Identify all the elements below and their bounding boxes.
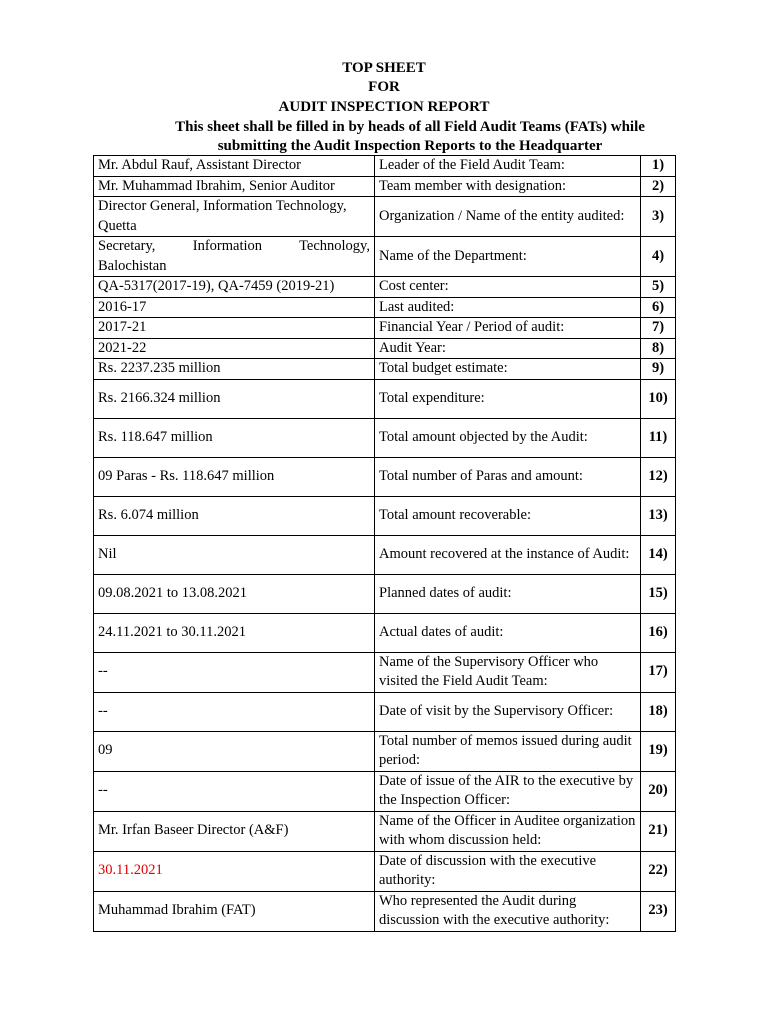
table-row [94, 771, 676, 811]
table-row [94, 535, 676, 574]
row-label: Team member with designation: [375, 176, 641, 197]
row-number: 4) [641, 237, 676, 277]
row-number: 2) [641, 176, 676, 197]
row-number: 11) [641, 418, 676, 457]
doc-subtitle: AUDIT INSPECTION REPORT [278, 99, 490, 115]
table-row [94, 418, 676, 457]
row-value: Mr. Abdul Rauf, Assistant Director [94, 156, 375, 177]
row-label: Audit Year: [375, 338, 641, 359]
table-row [94, 613, 676, 652]
table-row [94, 359, 676, 380]
table-row [94, 237, 676, 277]
table-row [94, 197, 676, 237]
row-value: 2016-17 [94, 297, 375, 318]
row-number: 5) [641, 277, 676, 298]
row-number: 1) [641, 156, 676, 177]
row-number: 12) [641, 457, 676, 496]
row-label: Planned dates of audit: [375, 574, 641, 613]
row-label: Financial Year / Period of audit: [375, 318, 641, 339]
row-value: 09.08.2021 to 13.08.2021 [94, 574, 375, 613]
row-label: Total amount recoverable: [375, 496, 641, 535]
table-row [94, 652, 676, 692]
table-row [94, 692, 676, 731]
doc-title: TOP SHEET [342, 60, 426, 76]
row-label: Organization / Name of the entity audited: [375, 197, 641, 237]
table-row [94, 811, 676, 851]
table-row [94, 277, 676, 298]
row-number: 22) [641, 851, 676, 891]
row-value: Mr. Irfan Baseer Director (A&F) [94, 811, 375, 851]
row-number: 13) [641, 496, 676, 535]
row-number: 8) [641, 338, 676, 359]
table-row [94, 574, 676, 613]
row-number: 17) [641, 652, 676, 692]
row-number: 18) [641, 692, 676, 731]
row-number: 19) [641, 731, 676, 771]
top-sheet-table [93, 155, 676, 932]
row-value: Mr. Muhammad Ibrahim, Senior Auditor [94, 176, 375, 197]
table-row [94, 156, 676, 177]
row-value: -- [94, 692, 375, 731]
row-value: -- [94, 652, 375, 692]
row-value: Muhammad Ibrahim (FAT) [94, 891, 375, 931]
table-row [94, 297, 676, 318]
table-row [94, 318, 676, 339]
row-label: Cost center: [375, 277, 641, 298]
row-value: Secretary, Information Technology, Balochistan [94, 237, 375, 277]
row-label: Total expenditure: [375, 379, 641, 418]
row-number: 7) [641, 318, 676, 339]
row-value: -- [94, 771, 375, 811]
row-number: 14) [641, 535, 676, 574]
table-row [94, 891, 676, 931]
table-row [94, 379, 676, 418]
table-row [94, 496, 676, 535]
row-number: 23) [641, 891, 676, 931]
row-label: Last audited: [375, 297, 641, 318]
discussion-date-value: 30.11.2021 [94, 851, 375, 891]
row-value: Director General, Information Technology, Quetta [94, 197, 375, 237]
row-number: 3) [641, 197, 676, 237]
instruction-line-1: This sheet shall be filled in by heads of all Field Audit Teams (FATs) while [175, 119, 645, 135]
row-value: Nil [94, 535, 375, 574]
row-label: Amount recovered at the instance of Audit: [375, 535, 641, 574]
row-number: 20) [641, 771, 676, 811]
row-label: Name of the Supervisory Officer who visited the Field Audit Team: [375, 652, 641, 692]
row-value: 09 Paras - Rs. 118.647 million [94, 457, 375, 496]
row-value: QA-5317(2017-19), QA-7459 (2019-21) [94, 277, 375, 298]
table-row [94, 176, 676, 197]
instruction-line-2: submitting the Audit Inspection Reports to the Headquarter [217, 138, 603, 154]
row-number: 6) [641, 297, 676, 318]
row-value: 2021-22 [94, 338, 375, 359]
row-value: Rs. 2237.235 million [94, 359, 375, 380]
row-number: 15) [641, 574, 676, 613]
row-number: 16) [641, 613, 676, 652]
table-row [94, 338, 676, 359]
doc-title-for: FOR [368, 79, 400, 95]
row-label: Date of visit by the Supervisory Officer: [375, 692, 641, 731]
row-number: 21) [641, 811, 676, 851]
row-label: Name of the Department: [375, 237, 641, 277]
row-label: Total budget estimate: [375, 359, 641, 380]
row-number: 9) [641, 359, 676, 380]
row-value: 24.11.2021 to 30.11.2021 [94, 613, 375, 652]
row-value: Rs. 2166.324 million [94, 379, 375, 418]
table-row [94, 457, 676, 496]
row-label: Total amount objected by the Audit: [375, 418, 641, 457]
row-label: Total number of Paras and amount: [375, 457, 641, 496]
row-label: Date of discussion with the executive authority: [375, 851, 641, 891]
row-label: Leader of the Field Audit Team: [375, 156, 641, 177]
row-value: Rs. 118.647 million [94, 418, 375, 457]
row-value: 2017-21 [94, 318, 375, 339]
row-label: Name of the Officer in Auditee organization with whom discussion held: [375, 811, 641, 851]
table-row [94, 731, 676, 771]
row-value: Rs. 6.074 million [94, 496, 375, 535]
table-row [94, 851, 676, 891]
row-label: Who represented the Audit during discussion with the executive authority: [375, 891, 641, 931]
row-value: 09 [94, 731, 375, 771]
row-number: 10) [641, 379, 676, 418]
row-label: Total number of memos issued during audit period: [375, 731, 641, 771]
row-label: Actual dates of audit: [375, 613, 641, 652]
row-label: Date of issue of the AIR to the executive by the Inspection Officer: [375, 771, 641, 811]
